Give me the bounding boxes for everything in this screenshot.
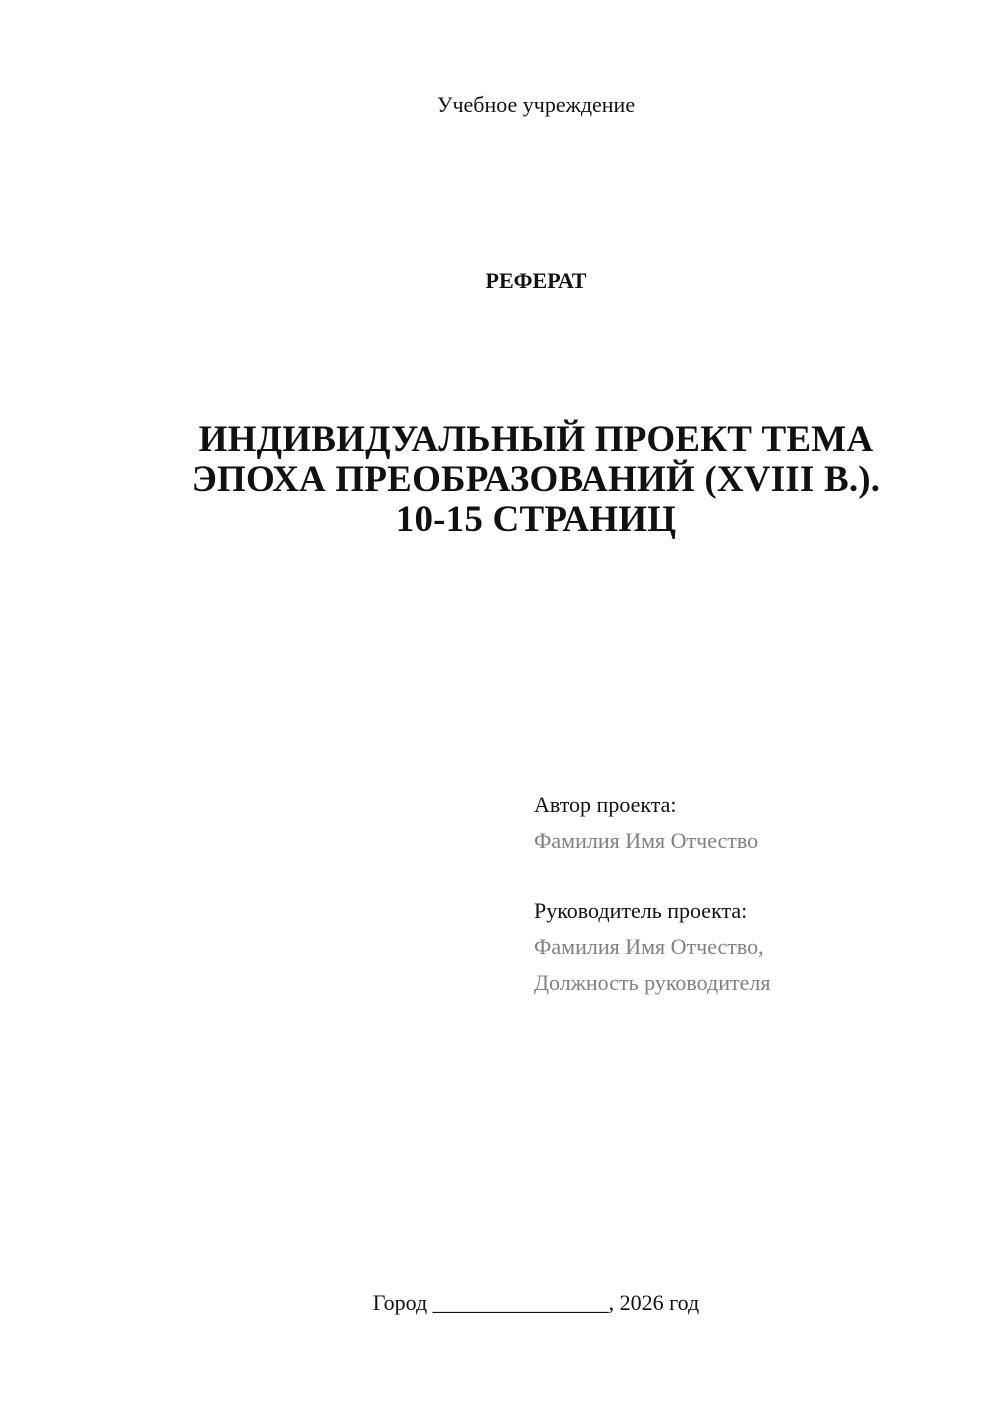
institution-name: Учебное учреждение (436, 92, 636, 117)
project-title (150, 420, 922, 540)
author-block (534, 787, 954, 859)
project-title-line-2: ЭПОХА ПРЕОБРАЗОВАНИЙ (XVIII В.). (191, 459, 881, 500)
supervisor-position-placeholder: Должность руководителя (534, 970, 771, 995)
author-name-placeholder: Фамилия Имя Отчество (534, 828, 759, 853)
document-type: РЕФЕРАТ (485, 268, 587, 293)
project-title-line-1: ИНДИВИДУАЛЬНЫЙ ПРОЕКТ ТЕМА (198, 419, 874, 460)
city-year-line: Город ________________, 2026 год (372, 1290, 700, 1315)
supervisor-name-placeholder: Фамилия Имя Отчество, (534, 934, 764, 959)
project-title-line-3: 10-15 СТРАНИЦ (395, 499, 677, 540)
supervisor-label: Руководитель проекта: (534, 898, 748, 923)
author-label: Автор проекта: (534, 792, 677, 817)
supervisor-block (534, 893, 954, 1001)
